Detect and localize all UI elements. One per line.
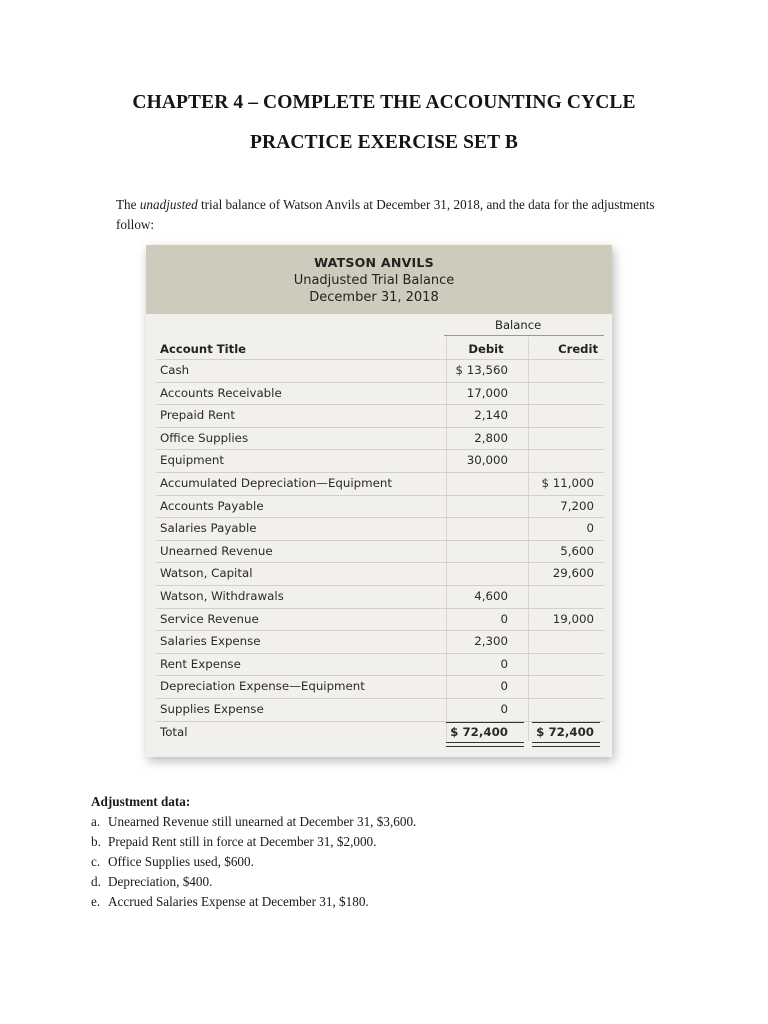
credit-cell: 29,600	[552, 566, 594, 581]
account-title-cell: Depreciation Expense—Equipment	[160, 679, 365, 694]
account-title-cell: Prepaid Rent	[160, 408, 236, 423]
account-title-cell: Accumulated Depreciation—Equipment	[160, 476, 393, 490]
trial-balance-header	[146, 245, 612, 314]
intro-text-end: trial balance of Watson Anvils at December 31, 2018, and the data for the adjustments follow:	[116, 197, 655, 232]
debit-cell: 0	[500, 656, 508, 671]
exercise-set-title: PRACTICE EXERCISE SET B	[250, 132, 518, 153]
adjustment-data	[91, 792, 651, 912]
table-row	[156, 585, 604, 608]
total-row	[156, 721, 604, 744]
debit-cell: 2,140	[474, 408, 508, 423]
trial-balance-table	[146, 245, 612, 757]
account-title-cell: Office Supplies	[160, 430, 249, 445]
report-date: December 31, 2018	[309, 290, 439, 305]
intro-italic-word: unadjusted	[139, 197, 198, 212]
table-row	[156, 404, 604, 427]
debit-cell: 30,000	[466, 453, 508, 468]
account-title-cell: Salaries Expense	[160, 634, 261, 649]
adjustment-list	[91, 812, 651, 912]
debit-double-underline	[446, 742, 524, 747]
adjustment-item	[91, 812, 651, 832]
account-title-cell: Cash	[160, 363, 190, 377]
account-title-cell: Accounts Receivable	[160, 385, 282, 400]
account-title-cell: Watson, Capital	[160, 566, 253, 581]
debit-cell: 0	[500, 611, 508, 626]
table-row	[156, 608, 604, 631]
company-name: WATSON ANVILS	[314, 255, 434, 270]
debit-total-rule	[446, 722, 524, 723]
credit-cell: 7,200	[560, 498, 594, 513]
table-row	[156, 449, 604, 472]
adjustment-heading: Adjustment data:	[91, 794, 191, 809]
table-row	[156, 630, 604, 653]
account-title-cell: Unearned Revenue	[160, 543, 273, 558]
adjustment-text: Unearned Revenue still unearned at December 31, $3,600.	[108, 814, 417, 829]
credit-cell: 0	[586, 521, 594, 536]
total-label: Total	[160, 724, 188, 739]
debit-cell: 2,800	[474, 430, 508, 445]
account-title-cell: Watson, Withdrawals	[160, 589, 284, 603]
adjustment-text: Accrued Salaries Expense at December 31, $180.	[108, 894, 369, 909]
credit-cell: 19,000	[552, 611, 594, 626]
debit-cell: 17,000	[466, 385, 508, 400]
credit-double-underline	[532, 742, 600, 747]
adjustment-letter: e.	[91, 894, 101, 909]
intro-paragraph	[116, 195, 676, 235]
table-row	[156, 382, 604, 405]
intro-text-start: The	[116, 197, 140, 212]
table-row	[156, 698, 604, 721]
adjustment-text: Office Supplies used, $600.	[108, 854, 254, 869]
credit-cell: $ 11,000	[541, 476, 594, 490]
adjustment-letter: d.	[91, 874, 101, 889]
account-title-cell: Equipment	[160, 453, 225, 468]
column-header-debit: Debit	[468, 342, 504, 356]
column-header-account-title: Account Title	[160, 342, 247, 356]
account-title-cell: Service Revenue	[160, 611, 259, 626]
adjustment-letter: b.	[91, 834, 101, 849]
table-row	[156, 540, 604, 563]
credit-cell: 5,600	[560, 543, 594, 558]
debit-cell: 0	[500, 679, 508, 694]
table-row	[156, 653, 604, 676]
debit-cell: 0	[500, 702, 508, 716]
total-credit: $ 72,400	[536, 724, 594, 739]
adjustment-item	[91, 832, 651, 852]
adjustment-letter: c.	[91, 854, 101, 869]
balance-divider	[444, 335, 604, 336]
adjustment-letter: a.	[91, 814, 101, 829]
table-row	[156, 359, 604, 382]
account-title-cell: Accounts Payable	[160, 498, 264, 513]
table-row	[156, 427, 604, 450]
adjustment-text: Depreciation, $400.	[108, 874, 213, 889]
column-header-credit: Credit	[558, 342, 598, 356]
table-row	[156, 495, 604, 518]
table-row	[156, 562, 604, 585]
report-name: Unadjusted Trial Balance	[293, 273, 455, 288]
account-title-cell: Rent Expense	[160, 656, 241, 671]
adjustment-text: Prepaid Rent still in force at December 31, $2,000.	[108, 834, 377, 849]
account-title-cell: Salaries Payable	[160, 521, 257, 536]
total-debit: $ 72,400	[450, 724, 508, 739]
table-row	[156, 472, 604, 495]
debit-cell: $ 13,560	[455, 363, 508, 377]
debit-cell: 2,300	[474, 634, 508, 649]
credit-total-rule	[532, 722, 600, 723]
table-row	[156, 517, 604, 540]
chapter-title: CHAPTER 4 – COMPLETE THE ACCOUNTING CYCLE	[132, 92, 636, 113]
balance-label: Balance	[495, 318, 542, 332]
adjustment-item	[91, 892, 651, 912]
adjustment-item	[91, 872, 651, 892]
account-title-cell: Supplies Expense	[160, 702, 264, 716]
table-row	[156, 675, 604, 698]
adjustment-item	[91, 852, 651, 872]
debit-cell: 4,600	[474, 589, 508, 603]
